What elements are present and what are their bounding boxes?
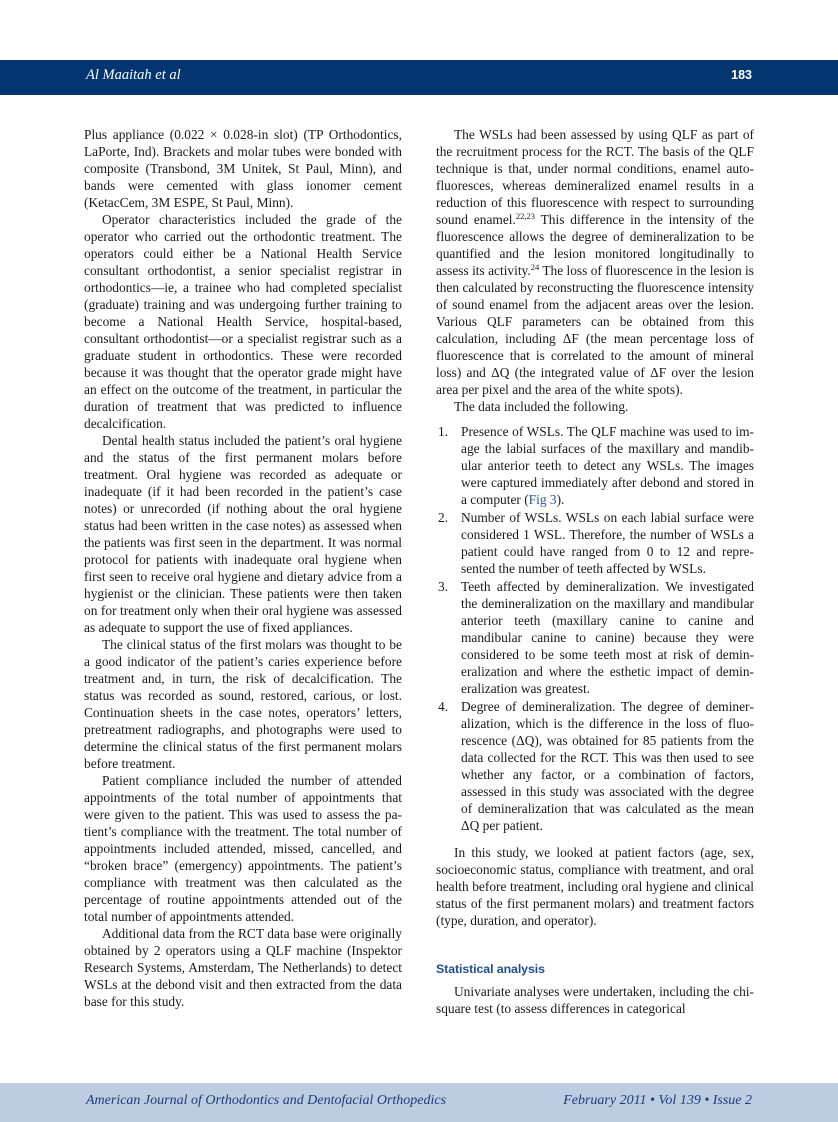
paragraph-univariate-analyses: Univariate analyses were undertaken, including the chi-square test (to assess differences in categorical bbox=[436, 984, 754, 1016]
paragraph-data-included: The data included the following. bbox=[454, 399, 629, 414]
list-item bbox=[436, 578, 754, 697]
qlf-text-part3: The loss of fluorescence in the lesion is then calculated by reconstructing the fluorescence intensity of sound enamel from the adjacent areas over the lesion. Various QLF parameters can be obtained from this calculation, including ΔF (the mean percentage loss of fluorescence that is correlated to the amount of mineral loss) and ΔQ (the integrated value of ΔF over the lesion area per pixel and the area of the white spots). bbox=[436, 263, 754, 397]
qlf-text-part2: This difference in the intensity of the fluorescence allows the degree of demineralization to be quantified and the lesion monitored longitudinally to assess its activity. bbox=[436, 212, 754, 278]
list-item-text: Presence of WSLs. The QLF machine was used to image the labial surfaces of the maxillary and mandibular anterior teeth to detect any WSLs. The images were captured immediately after debond and stored in a computer ( bbox=[461, 424, 754, 507]
list-item-number: 2. bbox=[438, 510, 449, 525]
paragraph-additional-data: Additional data from the RCT data base were originally obtained by 2 operators using a QLF machine (Inspektor Research Systems, Amsterdam, The Netherlands) to detect WSLs at the debond visit and then extracted from the data base for this study. bbox=[84, 926, 402, 1009]
list-item-text: Number of WSLs. WSLs on each labial surface were considered 1 WSL. Therefore, the number of WSLs a patient could have ranged from 0 to 12 and represented the number of teeth affected by WSLs. bbox=[461, 510, 754, 576]
paragraph-factors: In this study, we looked at patient factors (age, sex, socioeconomic status, compliance with treatment, and oral health before treatment, including oral hygiene and clinical status of the first permanent molars) and treatment factors (type, duration, and operator). bbox=[436, 845, 754, 928]
list-item-number: 3. bbox=[438, 579, 449, 594]
list-item-number: 1. bbox=[438, 424, 449, 439]
citation-22-23[interactable]: 22,23 bbox=[515, 211, 535, 221]
section-heading-statistical-analysis: Statistical analysis bbox=[436, 962, 545, 976]
paragraph-appliance: Plus appliance (0.022 × 0.028-in slot) (TP Orthodontics, LaPorte, Ind). Brackets and molar tubes were bonded with composite (Transbond, 3M Unitek, St Paul, Minn), and bands were cemented with glass ionomer cement (KetacCem, 3M ESPE, St Paul, Minn). bbox=[84, 127, 402, 210]
paragraph-clinical-status-molars: The clinical status of the first molars was thought to be a good indicator of the patient’s caries experience before treatment and, in turn, the risk of decalcification. The status was recorded as sound, restored, carious, or lost. Continuation sheets in the case notes, operators’ letters, pretreatment radiographs, and photographs were used to determine the clinical status of the first permanent molars before treatment. bbox=[84, 637, 402, 771]
figure-3-link[interactable]: Fig 3 bbox=[528, 492, 557, 507]
journal-title: American Journal of Orthodontics and Dentofacial Orthopedics bbox=[86, 1093, 447, 1108]
paragraph-dental-health-status: Dental health status included the patient’s oral hygiene and the status of the first permanent molars before treatment. Oral hygiene was recorded as adequate or inadequate (if it had been recorded in the patient’s case notes) or unrecorded (if nothing about the oral hygiene status had been written in the case notes) as assessed when the patients was first seen in the department. It was normal protocol for patients with inadequate oral hygiene when first seen to receive oral hygiene and dietary advice from a hygienist or the clinician. These patients were then taken on for treatment only when their oral hygiene was assessed as adequate to support the use of fixed appliances. bbox=[84, 433, 402, 635]
right-column bbox=[436, 126, 754, 1017]
paragraph-operator-characteristics: Operator characteristics included the grade of the operator who carried out the orthodontic treatment. The operators could either be a National Health Service consultant orthodontist, a senior specialist registrar in orthodontics—ie, a trainee who had completed specialist (graduate) training and was undergoing further training to become a National Health Service, hospital-based, consultant orthodontist—or a specialist registrar such as a graduate student in orthodontics. These were recorded because it was thought that the operator grade might have an effect on the outcome of the treatment, in particular the duration of treatment that was predicted to influence decalcification. bbox=[84, 212, 402, 431]
list-item bbox=[436, 509, 754, 577]
citation-24[interactable]: 24 bbox=[530, 262, 540, 272]
qlf-text-part1: The WSLs had been assessed by using QLF as part of the recruitment process for the RCT. The basis of the QLF technique is that, under normal conditions, enamel auto-fluoresces, whereas demineralized enamel results in a reduction of this fluorescence with respect to surrounding sound enamel. bbox=[436, 127, 754, 227]
list-item-text: Teeth affected by demineralization. We investigated the demineralization on the maxillary and mandibular anterior teeth (maxillary canine to canine and mandibular canine to canine) because they were considered to be some teeth most at risk of demineralization and where the esthetic impact of demineralization was greatest. bbox=[461, 579, 754, 696]
data-items-list bbox=[436, 423, 754, 834]
list-item-text: Degree of demineralization. The degree of demineralization, which is the difference in the loss of fluorescence (ΔQ), was obtained for 85 patients from the data collected for the RCT. This was then used to see whether any factor, or a combination of factors, assessed in this study was associated with the degree of demineralization that was calculated as the mean ΔQ per patient. bbox=[461, 699, 754, 833]
list-item-text-end: ). bbox=[556, 492, 565, 507]
paragraph-patient-compliance: Patient compliance included the number of attended appointments of the total number of appointments that were given to the patient. This was used to assess the patient’s compliance with the treatment. The total number of appointments included attended, missed, cancelled, and “broken brace” (emergency) appointments. The patient’s compliance with treatment was then calculated as the percentage of routine appointments attended out of the total number of appointments attended. bbox=[84, 773, 402, 924]
page-number: 183 bbox=[731, 68, 752, 82]
list-item-number: 4. bbox=[438, 699, 449, 714]
list-item bbox=[436, 423, 754, 508]
left-column bbox=[84, 126, 402, 1010]
paragraph-qlf-assessment bbox=[436, 126, 754, 398]
running-header bbox=[0, 60, 838, 95]
running-head-authors: Al Maaitah et al bbox=[86, 67, 181, 83]
issue-info: February 2011 • Vol 139 • Issue 2 bbox=[563, 1093, 752, 1108]
list-item bbox=[436, 698, 754, 834]
running-footer bbox=[0, 1083, 838, 1122]
